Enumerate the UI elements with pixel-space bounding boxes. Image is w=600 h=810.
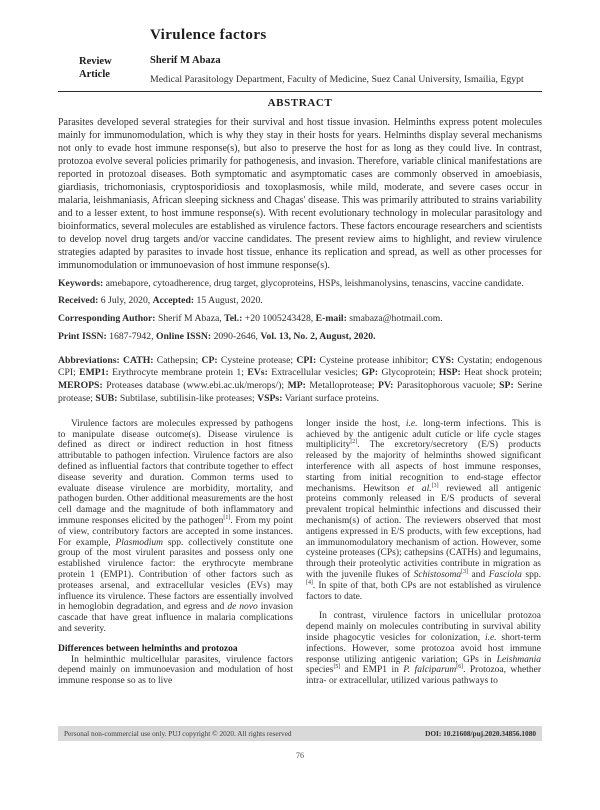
article-type-line1: Review (79, 56, 112, 67)
author-name: Sherif M Abaza (150, 55, 221, 66)
body-column-right (306, 419, 541, 687)
paragraph: In helminthic multicellular parasites, virulence factors depend mainly on immunoevasion and modulation of host immune response so as to live (58, 654, 293, 687)
paragraph: Virulence factors are molecules expressed by pathogens to manipulate disease outcome(s). Disease virulence is defined as direct or indirect reduction in host fitness attributable to pathogen infection. Virulence factors are also defined as influential factors that contribute together to effect disease severity and duration. Common terms used to evaluate disease virulence are morbidity, mortality, and pathogen burden. Other additional measurements are the host cell damage and the magnitude of both inflammatory and immune responses elicited by the pathogen[1]. From my point of view, contributory factors are accepted in some instances. For example, Plasmodium spp. collectively constitute one group of the most virulent parasites and possess only one established virulence factor: the erythrocyte membrane protein 1 (EMP1). Contribution of other factors such as proteases arsenal, and extracellular vesicles (EVs) may influence its virulence. These factors are essentially involved in hemoglobin degradation, and egress and de novo invasion cascade that have great influence in malaria complications and severity. (58, 418, 293, 634)
doi-text: DOI: 10.21608/puj.2020.34856.1080 (425, 729, 536, 738)
page-number: 76 (296, 751, 304, 760)
abstract-heading: ABSTRACT (267, 97, 333, 109)
article-type-line2: Article (79, 69, 110, 80)
author-affiliation: Medical Parasitology Department, Faculty of Medicine, Suez Canal University, Ismailia, Egypt (150, 74, 524, 85)
body-columns (58, 419, 542, 687)
copyright-text: Personal non-commercial use only. PUJ copyright © 2020. All rights reserved (64, 729, 292, 738)
byline-block (150, 55, 542, 85)
paragraph: longer inside the host, i.e. long-term infections. This is achieved by the antigenic adult cuticle or life cycle stages multiplicity[2]. The excretory/secretory (E/S) products released by the majority of helminths showed significant interference with all aspects of host immune responses, starting from initial recognition to end-stage effector mechanisms. Hewitson et al.[3] reviewed all antigenic proteins commonly released in E/S products of several prevalent tropical helminthic infections and discussed their mechanism(s) of action. The reviewers observed that most antigens expressed in E/S products, with few exceptions, had an immunomodulatory mechanism of action. However, some cysteine proteases (CPs); cathepsins (CATHs) and legumains, through their proteolytic activities contribute in migration as with the juvenile flukes of Schistosoma[3] and Fasciola spp.[4]. In spite of that, both CPs are not established as virulence factors to date. (306, 418, 541, 602)
page-title: Virulence factors (150, 27, 267, 43)
keywords-line: Keywords: amebapore, cytoadherence, drug target, glycoproteins, HSPs, leishmanolysins, tenascins, vaccine candidate. (58, 277, 524, 289)
issn-line: Print ISSN: 1687-7942, Online ISSN: 2090-2646, Vol. 13, No. 2, August, 2020. (58, 331, 376, 343)
corresponding-author-line: Corresponding Author: Sherif M Abaza, Tel.: +20 1005243428, E-mail: smabaza@hotmail.com. (58, 313, 443, 325)
body-column-left (58, 419, 293, 687)
article-type-label (58, 55, 150, 85)
abbreviations-line: Abbreviations: CATH: Cathepsin; CP: Cysteine protease; CPI: Cysteine protease inhibitor; CYS: Cystatin; endogenous CPI; EMP1: Erythrocyte membrane protein 1; EVs: Extracellular vesicles; GP: Glycoprotein; HSP: Heat shock protein; MEROPS: Proteases database (www.ebi.ac.uk/merops/); MP: Metalloprotease; PV: Parasitophorous vacuole; SP: Serine protease; SUB: Subtilase, subtilisin-like proteases; VSPs: Variant surface proteins. (58, 354, 543, 405)
received-line: Received: 6 July, 2020, Accepted: 15 August, 2020. (58, 295, 263, 307)
header-byline-row (58, 55, 542, 85)
footer-bar (58, 726, 542, 741)
article-page (58, 0, 542, 687)
abstract-text: Parasites developed several strategies for their survival and host tissue invasion. Helminths express potent molecules mainly for immunomodulation, which is why they stay in their hosts for years. Helminths display several mechanisms not only to evade host immune response(s), but also to preserve the host for as long as they could live. In contrast, protozoa evolve several policies primarily for pathogenesis, and invasion. Therefore, variable clinical manifestations are reported in protozoal diseases. Both symptomatic and asymptomatic cases are commonly observed in amoebiasis, giardiasis, trichomoniasis, cryptosporidiosis and toxoplasmosis, while mild, moderate, and severe cases occur in malaria, leishmaniasis, African sleeping sickness and Chagas' disease. This was primarily attributed to strains variability and to a lesser extent, to host immune response(s). With recent evolutionary technology in molecular parasitology and bioinformatics, several molecules are established as virulence factors. These factors encourage researchers and scientists to develop novel drug targets and/or vaccine candidates. The present review aims to highlight, and review virulence strategies adapted by parasites to invade host tissue, enhance its replication and spread, as well as other processes for immunomodulation or immunoevasion of host immune response(s). (58, 117, 542, 271)
header-divider (58, 91, 542, 92)
section-heading: Differences between helminths and protozoa (58, 643, 238, 654)
paragraph: In contrast, virulence factors in unicellular protozoa depend mainly on molecules contributing in survival ability inside phagocytic vesicles for colonization, i.e. short-term infections. However, some protozoa avoid host immune response utilizing antigenic variation; GPs in Leishmania species[5] and EMP1 in P. falciparum[6]. Protozoa, whether intra- or extracellular, utilized various pathways to (306, 611, 541, 687)
